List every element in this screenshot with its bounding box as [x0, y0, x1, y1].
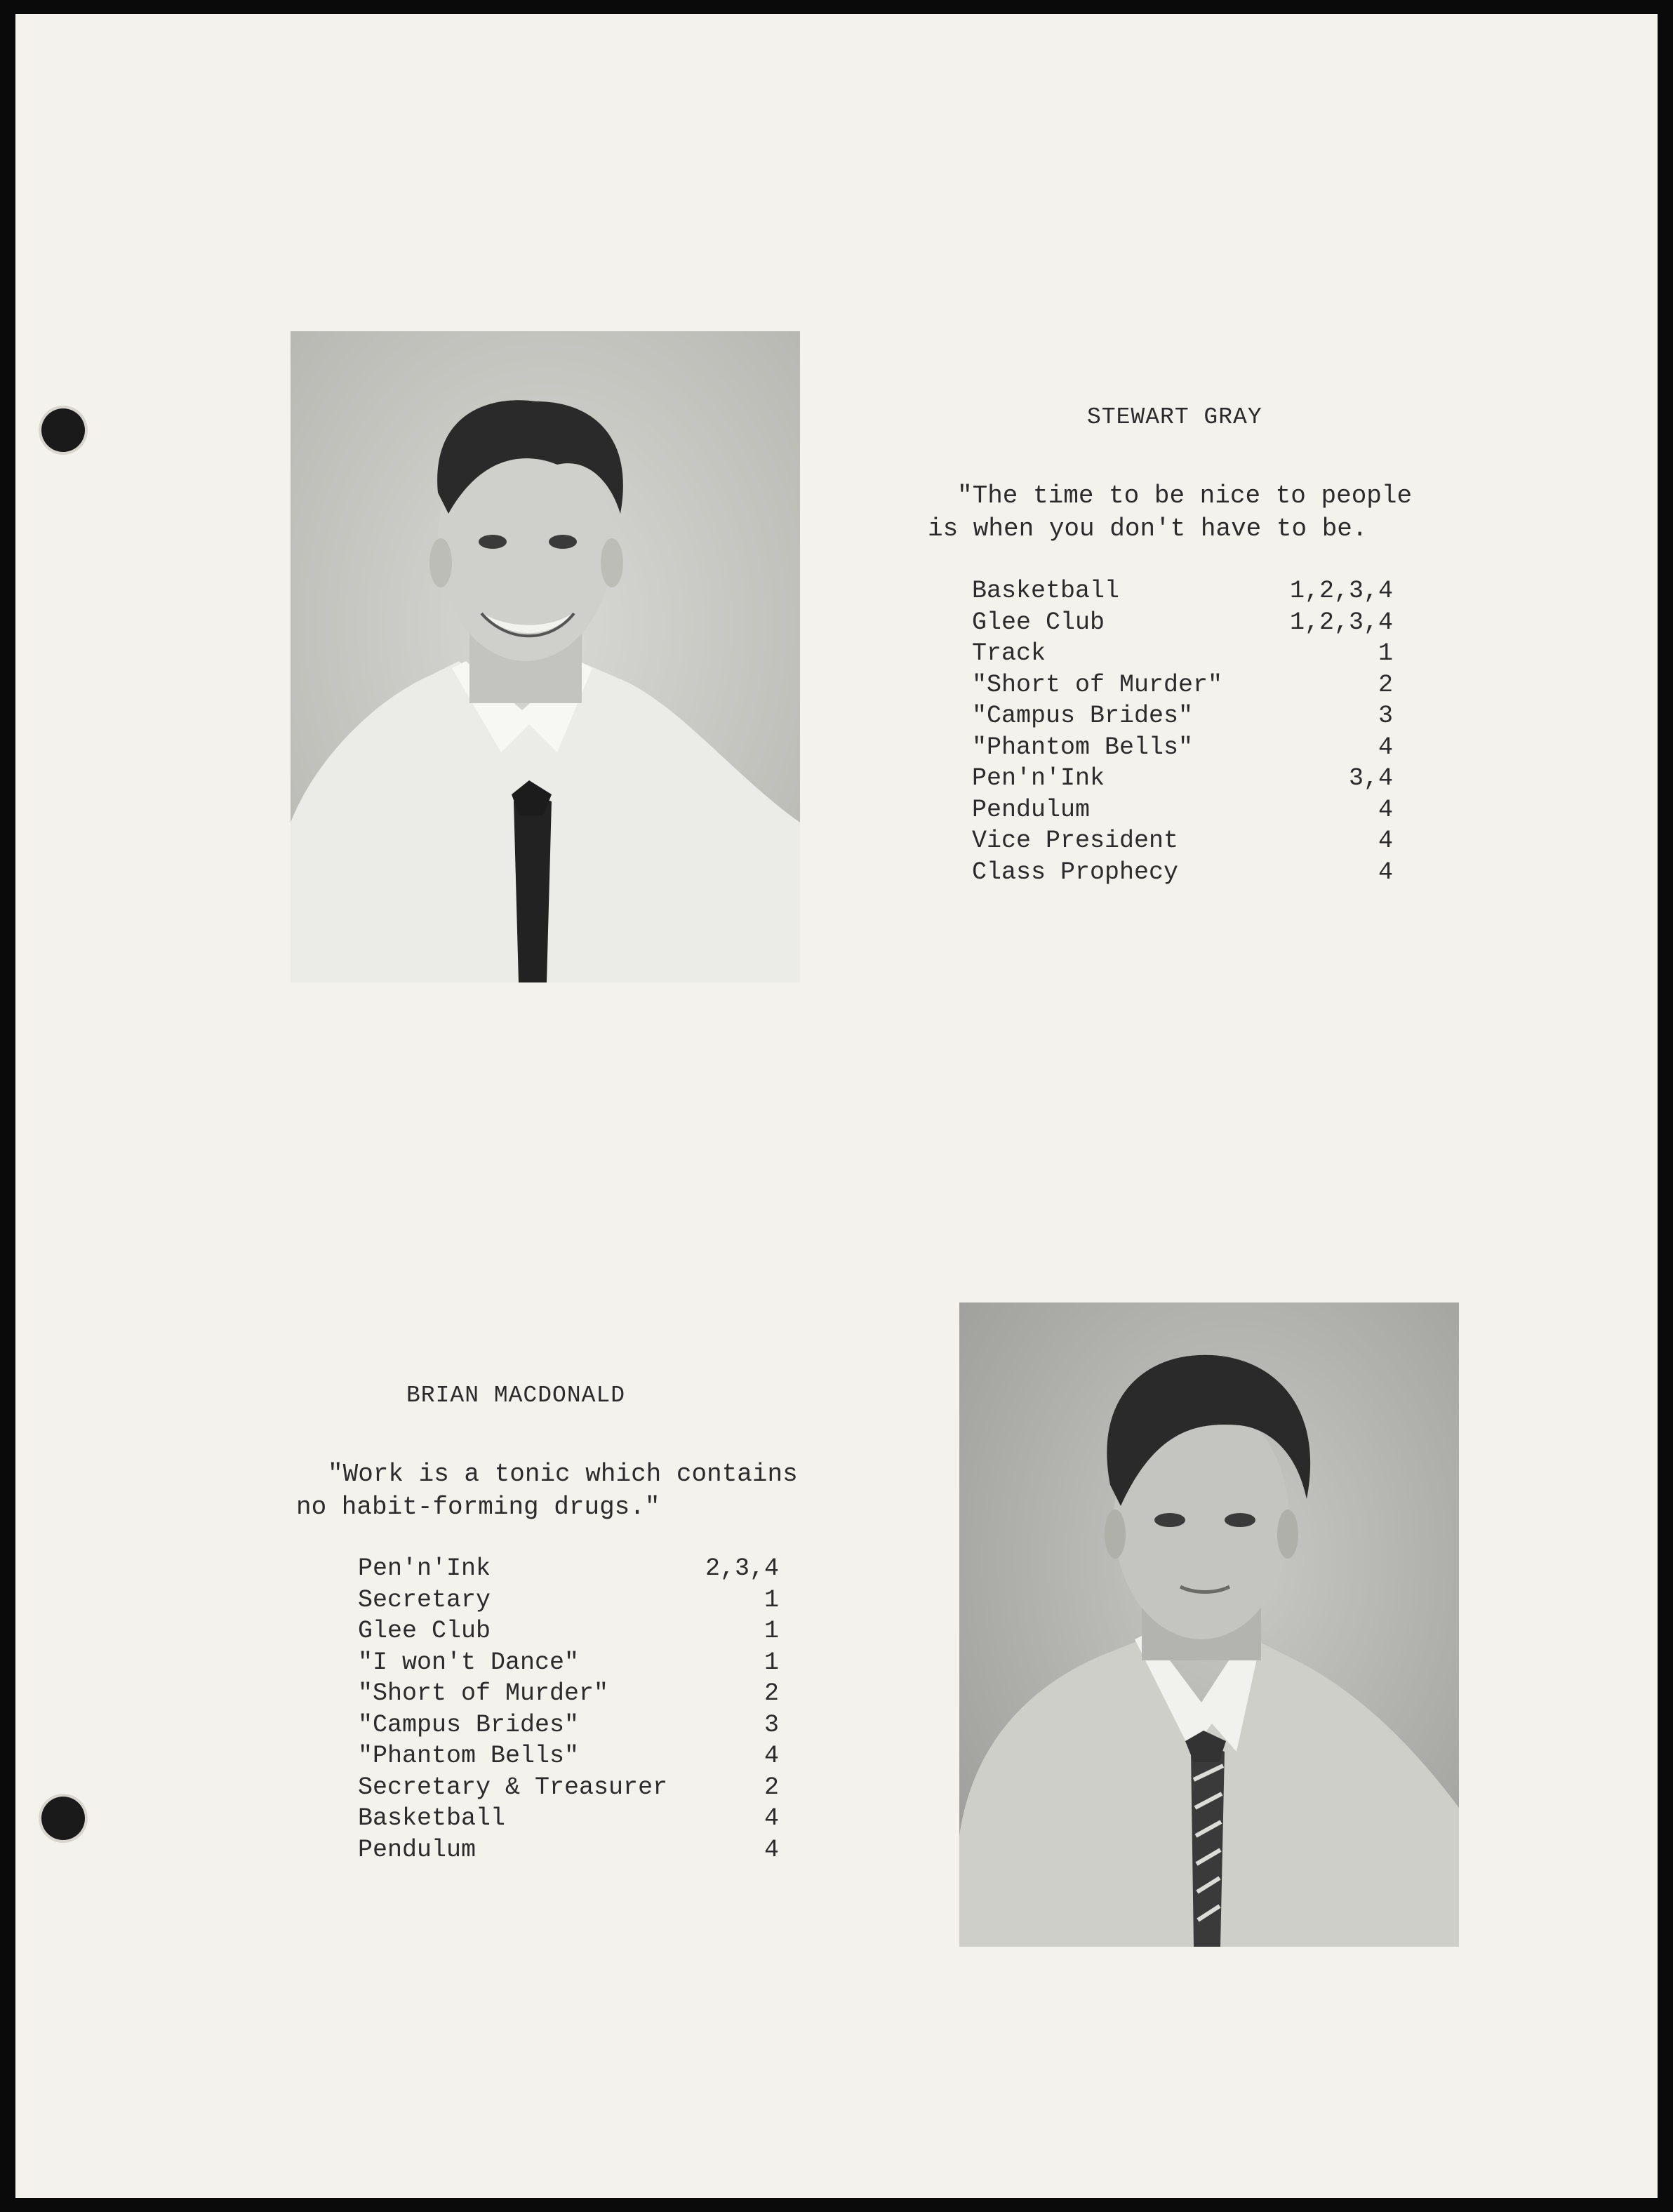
activity-row	[358, 1553, 779, 1585]
activity-label: "Short of Murder"	[972, 670, 1223, 699]
activity-years: 4	[764, 1742, 779, 1770]
student-photo-brian-macdonald	[959, 1302, 1459, 1947]
binder-hole-bottom	[41, 1797, 85, 1840]
activity-row	[358, 1585, 779, 1616]
activity-label: Glee Club	[358, 1617, 491, 1645]
activity-years: 4	[1378, 858, 1393, 886]
activity-years: 4	[1378, 733, 1393, 761]
activity-label: Secretary & Treasurer	[358, 1773, 668, 1801]
activity-label: Track	[972, 639, 1046, 667]
activity-years: 1	[764, 1648, 779, 1677]
activity-years: 2	[764, 1679, 779, 1707]
activity-row	[972, 763, 1393, 794]
activity-row	[358, 1710, 779, 1741]
activity-years: 3,4	[1348, 764, 1393, 792]
activity-years: 4	[764, 1804, 779, 1832]
activity-row	[972, 794, 1393, 826]
activity-years: 1,2,3,4	[1289, 577, 1393, 605]
activity-row	[358, 1615, 779, 1647]
binder-hole-top	[41, 408, 85, 452]
activity-years: 4	[1378, 827, 1393, 855]
student-quote-line: no habit-forming drugs."	[296, 1493, 660, 1521]
activity-row	[358, 1772, 779, 1804]
activity-years: 3	[1378, 702, 1393, 730]
activity-row	[972, 700, 1393, 732]
activity-years: 4	[1378, 795, 1393, 824]
activity-label: Pen'n'Ink	[972, 764, 1105, 792]
activity-years: 2	[1378, 670, 1393, 699]
activity-label: Basketball	[972, 577, 1120, 605]
activity-label: Class Prophecy	[972, 858, 1179, 886]
activities-list	[358, 1553, 779, 1865]
activity-label: Vice President	[972, 827, 1179, 855]
activity-row	[972, 638, 1393, 669]
activity-label: "I won't Dance"	[358, 1648, 580, 1677]
activity-label: Pendulum	[972, 795, 1091, 824]
activity-years: 1,2,3,4	[1289, 608, 1393, 637]
activity-label: Secretary	[358, 1585, 491, 1614]
activity-years: 3	[764, 1710, 779, 1739]
activity-years: 4	[764, 1835, 779, 1864]
activity-row	[358, 1834, 779, 1866]
activity-label: "Phantom Bells"	[358, 1742, 580, 1770]
activity-row	[358, 1647, 779, 1679]
activity-row	[972, 669, 1393, 701]
activity-years: 2,3,4	[705, 1554, 779, 1583]
student-quote-line: is when you don't have to be.	[928, 514, 1368, 543]
student-photo-stewart-gray	[291, 331, 800, 982]
activity-label: Pen'n'Ink	[358, 1554, 491, 1583]
activity-years: 2	[764, 1773, 779, 1801]
student-quote-line: "The time to be nice to people	[957, 481, 1413, 510]
student-name: BRIAN MACDONALD	[406, 1382, 626, 1408]
activity-label: "Short of Murder"	[358, 1679, 609, 1707]
activity-years: 1	[1378, 639, 1393, 667]
activity-label: Pendulum	[358, 1835, 476, 1864]
activity-label: Basketball	[358, 1804, 506, 1832]
activity-years: 1	[764, 1585, 779, 1614]
activity-label: "Campus Brides"	[358, 1710, 580, 1739]
activity-row	[972, 732, 1393, 764]
yearbook-page	[15, 14, 1658, 2198]
activity-row	[358, 1803, 779, 1834]
activity-row	[972, 607, 1393, 639]
activity-row	[358, 1740, 779, 1772]
activity-label: "Phantom Bells"	[972, 733, 1194, 761]
activity-label: "Campus Brides"	[972, 702, 1194, 730]
activity-row	[972, 825, 1393, 857]
activity-label: Glee Club	[972, 608, 1105, 637]
student-name: STEWART GRAY	[1087, 404, 1262, 430]
activity-row	[972, 857, 1393, 888]
activity-years: 1	[764, 1617, 779, 1645]
activity-row	[358, 1678, 779, 1710]
activity-row	[972, 575, 1393, 607]
activities-list	[972, 575, 1393, 888]
student-quote-line: "Work is a tonic which contains	[328, 1460, 798, 1488]
